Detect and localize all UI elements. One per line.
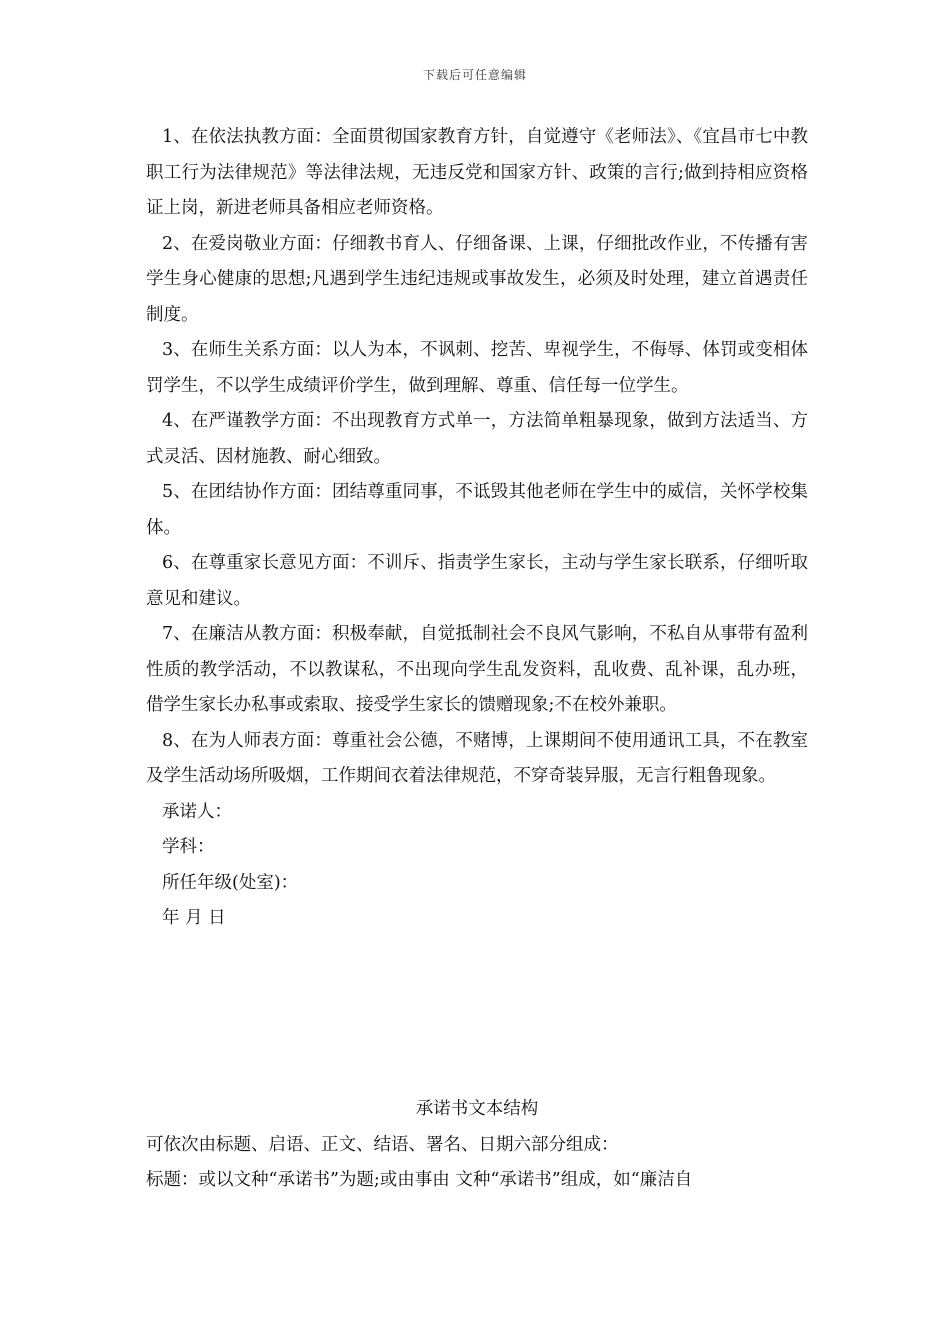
signature-date: 年 月 日	[162, 908, 226, 928]
section-title: 承诺书文本结构	[415, 1099, 539, 1119]
commitment-item-2: 2、在爱岗敬业方面：仔细教书育人、仔细备课、上课，仔细批改作业，不传播有害学生身心健康的思想;凡遇到学生违纪违规或事故发生，必须及时处理，建立首遇责任制度。	[146, 233, 808, 325]
commitment-body	[146, 120, 808, 937]
signature-grade-office: 所任年级(处室)：	[162, 872, 299, 893]
commitment-item-3: 3、在师生关系方面：以人为本，不讽刺、挖苦、卑视学生，不侮辱、体罚或变相体罚学生，不以学生成绩评价学生，做到理解、尊重、信任每一位学生。	[146, 340, 808, 396]
commitment-item-7: 7、在廉洁从教方面：积极奉献，自觉抵制社会不良风气影响，不私自从事带有盈利性质的教学活动，不以教谋私，不出现向学生乱发资料，乱收费、乱补课，乱办班，借学生家长办私事或索取、接受学生家长的馈赠现象;不在校外兼职。	[146, 624, 808, 715]
commitment-item-5: 5、在团结协作方面：团结尊重同事，不诋毁其他老师在学生中的威信，关怀学校集体。	[146, 482, 808, 538]
commitment-item-1: 1、在依法执教方面：全面贯彻国家教育方针，自觉遵守《老师法》、《宜昌市七中教职工行为法律规范》等法律法规，无违反党和国家方针、政策的言行;做到持相应资格证上岗，新进老师具备相应老师资格。	[146, 127, 808, 218]
signature-promiser: 承诺人：	[162, 801, 232, 822]
structure-section	[146, 1092, 808, 1199]
section-intro: 可依次由标题、启语、正文、结语、署名、日期六部分组成：	[146, 1134, 619, 1155]
commitment-item-4: 4、在严谨教学方面：不出现教育方式单一，方法简单粗暴现象，做到方法适当、方式灵活、因材施教、耐心细致。	[146, 411, 808, 467]
signature-subject: 学科：	[162, 837, 215, 857]
page-header-note: 下载后可任意编辑	[422, 68, 527, 82]
commitment-item-8: 8、在为人师表方面：尊重社会公德，不赌博，上课期间不使用通讯工具，不在教室及学生活动场所吸烟，工作期间衣着法律规范，不穿奇装异服，无言行粗鲁现象。	[146, 730, 808, 786]
section-title-description: 标题：或以文种“承诺书”为题;或由事由 文种“承诺书”组成，如“廉洁自	[146, 1170, 693, 1190]
commitment-item-6: 6、在尊重家长意见方面：不训斥、指责学生家长，主动与学生家长联系，仔细听取意见和建议。	[146, 553, 808, 609]
